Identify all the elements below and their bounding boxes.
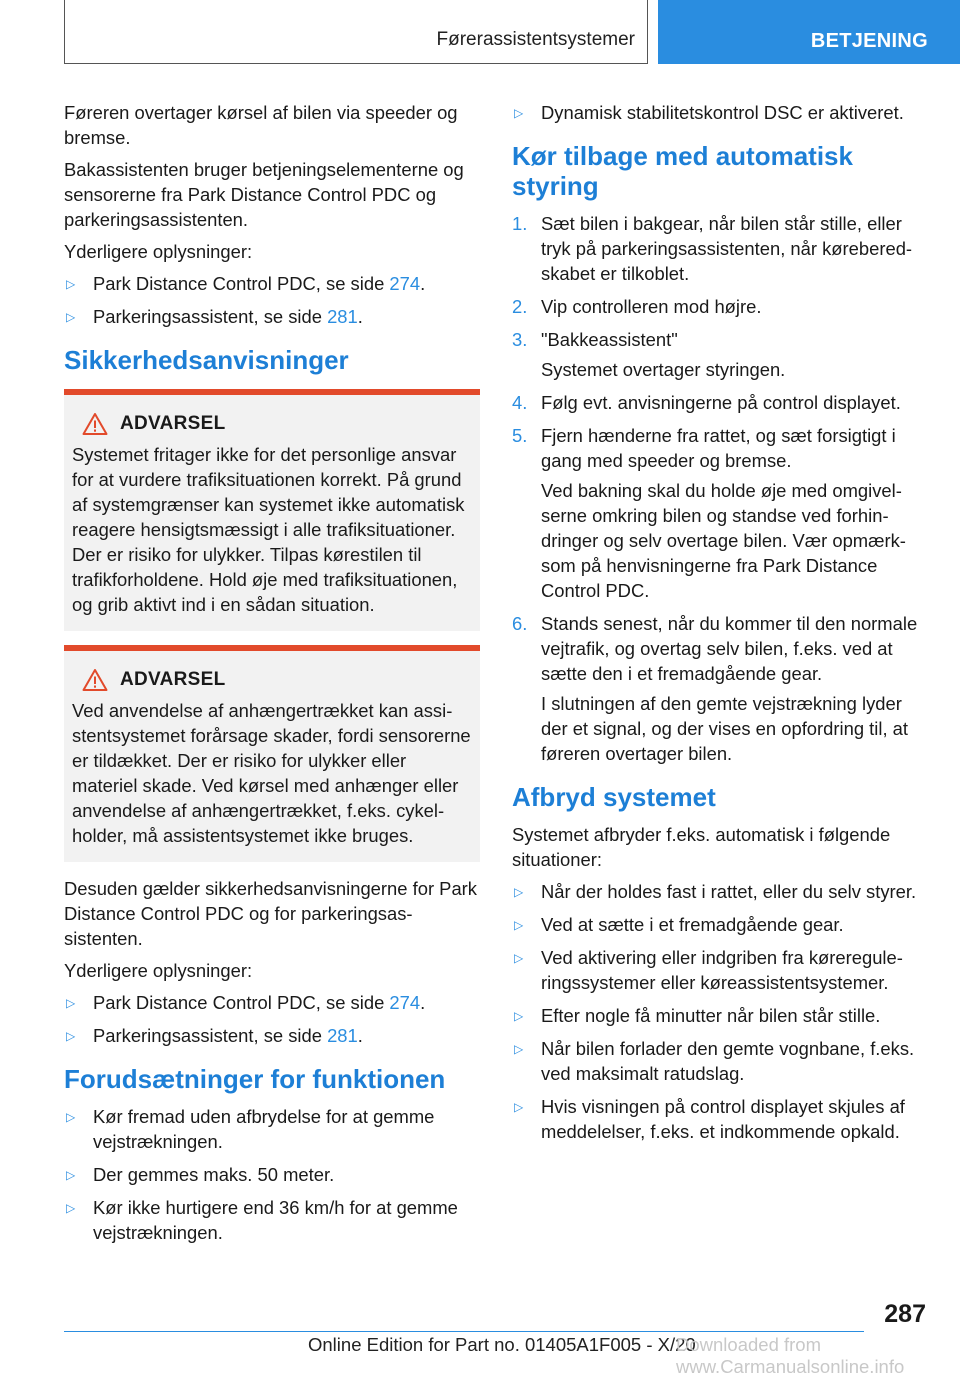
step-number: 5. xyxy=(512,425,528,446)
triangle-bullet-icon: ▷ xyxy=(514,1100,524,1114)
list-item: ▷ Parkeringsassistent, se side 281. xyxy=(66,306,363,327)
left-column xyxy=(64,100,480,1253)
header-section-title: Førerassistentsystemer xyxy=(64,0,648,64)
prerequisite-list-continued xyxy=(512,100,928,125)
intro-paragraph: Føreren overtager kørsel af bilen via speeder og bremse. xyxy=(64,102,458,148)
warning-header xyxy=(82,411,472,436)
warning-triangle-icon xyxy=(82,668,108,692)
list-item: ▷ Der gemmes maks. 50 meter. xyxy=(66,1164,335,1185)
triangle-bullet-icon: ▷ xyxy=(66,1110,76,1124)
reference-list xyxy=(64,990,480,1048)
step-note: I slutningen af den gemte vejstrækning lyder der et signal, og der vises en opfordring til, at føreren overtager bilen. xyxy=(541,693,908,764)
warning-label: ADVARSEL xyxy=(120,669,226,690)
triangle-bullet-icon: ▷ xyxy=(514,918,524,932)
page-link[interactable]: 281 xyxy=(327,306,358,327)
warning-header xyxy=(82,667,472,692)
section-heading-prerequisites: Forudsætninger for funktionen xyxy=(64,1064,446,1094)
prerequisite-list xyxy=(64,1104,480,1245)
triangle-bullet-icon: ▷ xyxy=(66,310,76,324)
warning-label: ADVARSEL xyxy=(120,413,226,434)
list-item: ▷ Når der holdes fast i rattet, eller du selv styrer. xyxy=(514,881,917,902)
triangle-bullet-icon: ▷ xyxy=(66,277,76,291)
footer-divider xyxy=(64,1331,864,1332)
warning-triangle-icon xyxy=(82,412,108,436)
header-chapter-tab[interactable]: BETJENING xyxy=(658,0,960,64)
triangle-bullet-icon: ▷ xyxy=(66,996,76,1010)
list-item: ▷ Park Distance Control PDC, se side 274. xyxy=(66,992,426,1013)
section-heading-cancel: Afbryd systemet xyxy=(512,782,716,812)
list-item: ▷ Kør ikke hurtigere end 36 km/h for at gemme vejstrækningen. xyxy=(66,1197,458,1243)
list-item: ▷ Dynamisk stabilitetskontrol DSC er aktiveret. xyxy=(514,102,904,123)
page-link[interactable]: 281 xyxy=(327,1025,358,1046)
more-info-label: Yderligere oplysninger: xyxy=(64,241,253,262)
triangle-bullet-icon: ▷ xyxy=(66,1029,76,1043)
step-item: 3. "Bakkeassistent" Systemet overtager styringen. xyxy=(512,327,928,382)
step-item: 5. Fjern hænderne fra rattet, og sæt forsigtigt i gang med speeder og bremse. Ved bakning skal du holde øje med omgivelserne omkring bilen og standse ved forhindringer og selv overtage bilen. Vær opmærksom på henvisningerne fra Park Distance Control PDC. xyxy=(512,423,928,603)
cancel-intro: Systemet afbryder f.eks. automatisk i følgende situationer: xyxy=(512,824,891,870)
list-item: ▷ Ved at sætte i et fremadgående gear. xyxy=(514,914,844,935)
triangle-bullet-icon: ▷ xyxy=(514,1042,524,1056)
page-link[interactable]: 274 xyxy=(389,273,421,294)
triangle-bullet-icon: ▷ xyxy=(514,106,524,120)
step-item: 2. Vip controlleren mod højre. xyxy=(512,296,762,317)
step-item: 6. Stands senest, når du kommer til den normale vejtrafik, og overtag selv bilen, f.eks. ved at sætte den i et fremadgående gear. I slutningen af den gemte vejstrækning lyder der et signal, og der vises en opfordring til, at føreren overtager bilen. xyxy=(512,611,928,766)
step-number: 3. xyxy=(512,329,528,350)
warning-box xyxy=(64,645,480,862)
step-number: 1. xyxy=(512,213,528,234)
footer-watermark: Downloaded from www.Carmanualsonline.info xyxy=(676,1334,905,1377)
list-item: ▷ Park Distance Control PDC, se side 274. xyxy=(66,273,426,294)
step-note: Systemet overtager styringen. xyxy=(541,359,786,380)
warning-text: Systemet fritager ikke for det personlige ansvar for at vurdere trafiksituationen korrekt. På grund af systemgrænser kan systemet ikke automatisk reagere hensigtsmæssigt i alle trafiksituationer. Der er risiko for ulykker. Tilpas kørestilen til trafikforholdene. Hold øje med trafiksituationen, og grib aktivt ind i en sådan situation. xyxy=(72,444,465,615)
page-number: 287 xyxy=(884,1300,926,1328)
more-info-label: Yderligere oplysninger: xyxy=(64,960,253,981)
step-number: 2. xyxy=(512,296,528,317)
cancel-list xyxy=(512,879,928,1144)
right-column xyxy=(512,100,928,1152)
intro-paragraph: Bakassistenten bruger betjeningselementerne og sensorerne fra Park Distance Control PDC og parkeringsassistenten. xyxy=(64,159,464,230)
list-item: ▷ Efter nogle få minutter når bilen står stille. xyxy=(514,1005,881,1026)
step-item: 1. Sæt bilen i bakgear, når bilen står stille, eller tryk på parkeringsassistenten, når køreberedskabet er tilkoblet. xyxy=(512,213,913,284)
triangle-bullet-icon: ▷ xyxy=(514,951,524,965)
footer-edition: Online Edition for Part no. 01405A1F005 - X/20 xyxy=(308,1334,696,1355)
safety-note: Desuden gælder sikkerhedsanvisningerne for Park Distance Control PDC og for parkeringsassistenten. xyxy=(64,878,477,949)
warning-box xyxy=(64,389,480,631)
triangle-bullet-icon: ▷ xyxy=(66,1201,76,1215)
list-item: ▷ Hvis visningen på control displayet skjules af meddelelser, f.eks. et indkommende opkald. xyxy=(514,1096,905,1142)
step-number: 6. xyxy=(512,613,528,634)
section-heading-safety: Sikkerhedsanvisninger xyxy=(64,345,349,375)
step-number: 4. xyxy=(512,392,528,413)
triangle-bullet-icon: ▷ xyxy=(66,1168,76,1182)
reference-list xyxy=(64,271,480,329)
section-heading-reverse: Kør tilbage med automatisk styring xyxy=(512,141,853,201)
list-item: ▷ Kør fremad uden afbrydelse for at gemme vejstrækningen. xyxy=(66,1106,435,1152)
page-link[interactable]: 274 xyxy=(389,992,421,1013)
step-list xyxy=(512,211,928,766)
list-item: ▷ Parkeringsassistent, se side 281. xyxy=(66,1025,363,1046)
triangle-bullet-icon: ▷ xyxy=(514,1009,524,1023)
step-item: 4. Følg evt. anvisningerne på control displayet. xyxy=(512,392,901,413)
list-item: ▷ Ved aktivering eller indgriben fra kørereguleringssystemer eller køreassistentsystemer. xyxy=(514,947,903,993)
step-note: Ved bakning skal du holde øje med omgivelserne omkring bilen og standse ved forhindringer og selv overtage bilen. Vær opmærksom på henvisningerne fra Park Distance Control PDC. xyxy=(541,480,906,601)
warning-text: Ved anvendelse af anhængertrækket kan assistentsystemet forårsage skader, fordi sensorerne er tildækket. Der er risiko for ulykker eller materiel skade. Ved kørsel med anhænger eller anvendelse af anhængertrækket, f.eks. cykelholder, må assistentsystemet ikke bruges. xyxy=(72,700,471,846)
list-item: ▷ Når bilen forlader den gemte vognbane, f.eks. ved maksimalt ratudslag. xyxy=(514,1038,915,1084)
triangle-bullet-icon: ▷ xyxy=(514,885,524,899)
